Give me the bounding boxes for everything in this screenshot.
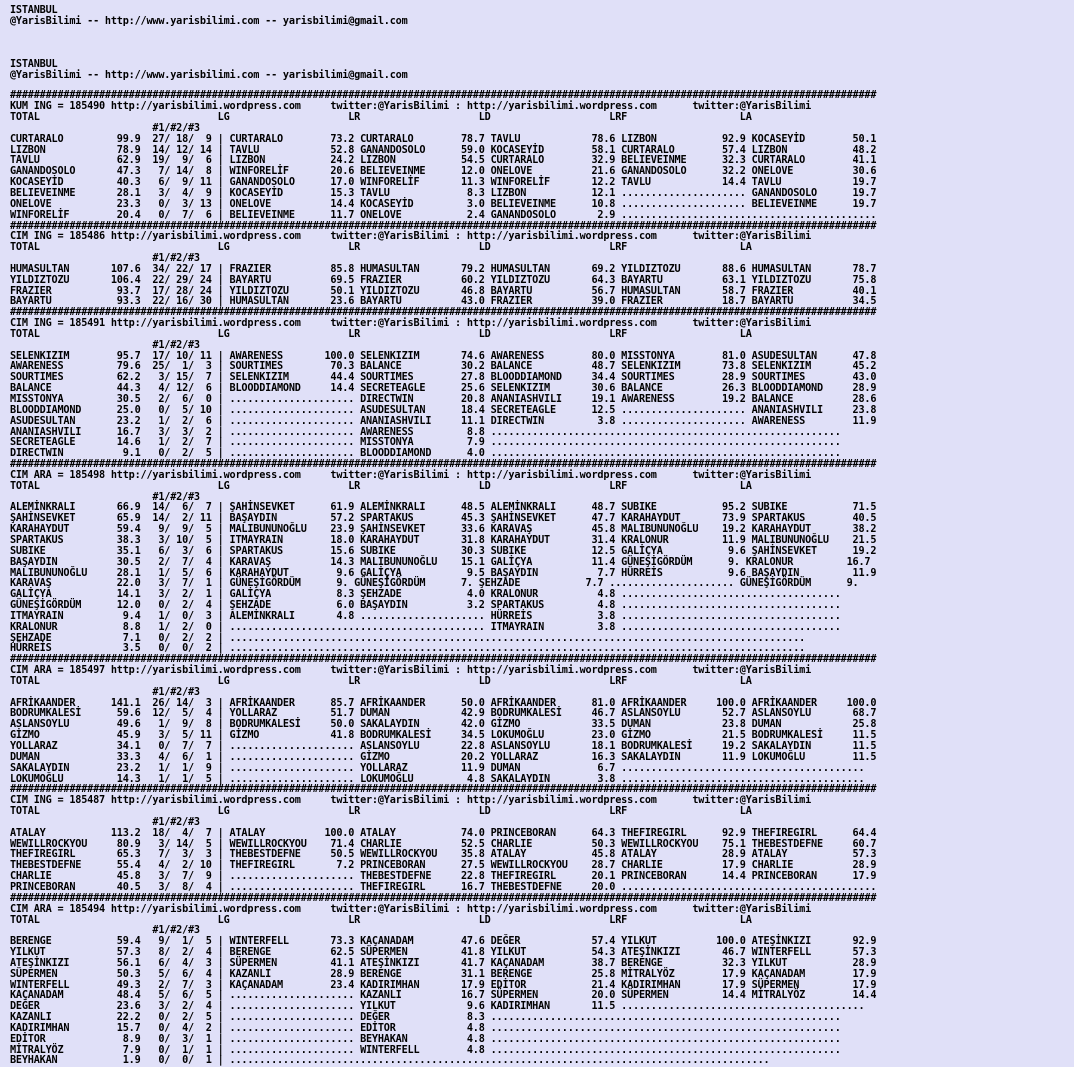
race-block-cim-ing-185487: ################################################################################################################################################## CIM ING = 185487 http://yarisbilimi.wordpress.com twitter:@YarisBilimi : http://yarisbilimi.wordpress.com twitter:@YarisBilimi TOTAL LG LR LD LRF LA #1/#2/#3 ATALAY 113.2 18/ 4/ 7 | ATALAY 100.0 ATALAY 74.0 PRINCEBORAN 64.3 THEFIREGIRL 92.9 THEFIREGIRL 64.4 WEWILLROCKYOU 80.9 3/ 14/ 5 | WEWILLROCKYOU 71.4 CHARLIE 52.5 CHARLIE 50.3 WEWILLROCKYOU 75.1 THEBESTDEFNE 60.7 THEFIREGIRL 65.3 7/ 3/ 3 | THEBESTDEFNE 50.5 WEWILLROCKYOU 35.8 ATALAY 45.8 ATALAY 28.9 ATALAY 57.3 THEBESTDEFNE 55.4 4/ 2/ 10 | THEFIREGIRL 7.2 PRINCEBORAN 27.5 WEWILLROCKYOU 28.7 CHARLIE 17.9 CHARLIE 28.9 CHARLIE 45.8 3/ 7/ 9 | ..................... THEBESTDEFNE 22.8 THEFIREGIRL 20.1 PRINCEBORAN 14.4 PRINCEBORAN 17.9 PRINCEBORAN 40.5 3/ 8/ 4 | ..................... THEFIREGIRL 16.7 THEBESTDEFNE 20.0 ........................................... (10, 784, 877, 893)
race-block-cim-ara-185498: ################################################################################################################################################## CIM ARA = 185498 http://yarisbilimi.wordpress.com twitter:@YarisBilimi : http://yarisbilimi.wordpress.com twitter:@YarisBilimi TOTAL LG LR LD LRF LA #1/#2/#3 ALEMİNKRALI 66.9 14/ 6/ 7 | ŞAHİNSEVKET 61.9 ALEMİNKRALI 48.5 ALEMİNKRALI 48.7 SUBIKE 95.2 SUBIKE 71.5 ŞAHİNSEVKET 65.9 14/ 2/ 11 | BAŞAYDIN 57.2 SPARTAKUS 45.3 ŞAHİNSEVKET 47.7 KARAHAYDUT 73.9 SPARTAKUS 40.5 KARAHAYDUT 59.4 9/ 9/ 5 | MALIBUNUNOĞLU 23.9 ŞAHİNSEVKET 33.6 KARAVAŞ 45.8 MALIBUNUNOĞLU 19.2 KARAHAYDUT 38.2 SPARTAKUS 38.3 3/ 10/ 5 | ITMAYRAIN 18.0 KARAHAYDUT 31.8 KARAHAYDUT 31.4 KRALONUR 11.9 MALIBUNUNOĞLU 21.5 SUBIKE 35.1 6/ 3/ 6 | SPARTAKUS 15.6 SUBIKE 30.3 SUBIKE 12.5 GALİÇYA 9.6 ŞAHİNSEVKET 19.2 BAŞAYDIN 30.5 2/ 7/ 4 | KARAVAŞ 14.3 MALIBUNUNOĞLU 15.1 GALİÇYA 11.4 GÜNEŞİGÖRDÜM 9. KRALONUR 16.7 MALIBUNUNOĞLU 28.1 1/ 5/ 6 | KARAHAYDUT 9.6 GALİÇYA 9.5 BAŞAYDIN 7.7 HÜRREİS 9.6 BAŞAYDIN 11.9 KARAVAŞ 22.0 3/ 7/ 1 | GÜNEŞİGÖRDÜM 9. GÜNEŞİGÖRDÜM 7. ŞEHZADE 7.7 ..................... GÜNEŞİGÖRDÜM 9. GALİÇYA 14.1 3/ 2/ 1 | GALİÇYA 8.3 ŞEHZADE 4.0 KRALONUR 4.8 ..................................... GÜNEŞİGÖRDÜM 12.0 0/ 2/ 4 | ŞEHZADE 6.0 BAŞAYDIN 3.2 SPARTAKUS 4.8 ..................................... ITMAYRAIN 9.4 1/ 0/ 3 | ALEMİNKRALI 4.8 ..................... HÜRREİS 3.8 ..................................... KRALONUR 8.8 1/ 2/ 0 | ........................................... ITMAYRAIN 3.8 ..................................... ŞEHZADE 7.1 0/ 2/ 2 | ................................................................................................. HÜRREİS 3.5 0/ 0/ 2 | ................................................................................................. (10, 459, 877, 655)
header-credit-2: @YarisBilimi -- http://www.yarisbilimi.com -- yarisbilimi@gmail.com (10, 69, 408, 81)
header-title-1: ISTANBUL (10, 5, 58, 16)
header-title-2: ISTANBUL (10, 58, 58, 70)
spacer (10, 28, 1074, 60)
race-block-cim-ing-185491: ################################################################################################################################################## CIM ING = 185491 http://yarisbilimi.wordpress.com twitter:@YarisBilimi : http://yarisbilimi.wordpress.com twitter:@YarisBilimi TOTAL LG LR LD LRF LA #1/#2/#3 SELENKIZIM 95.7 17/ 10/ 11 | AWARENESS 100.0 SELENKIZIM 74.6 AWARENESS 80.0 MISSTONYA 81.0 ASUDESULTAN 47.8 AWARENESS 79.6 25/ 1/ 3 | SOURTIMES 70.3 BALANCE 30.2 BALANCE 48.7 SELENKIZIM 73.8 SELENKIZIM 45.2 SOURTIMES 62.2 3/ 15/ 7 | SELENKIZIM 44.4 SOURTIMES 27.8 BLOODDIAMOND 34.4 SOURTIMES 28.9 SOURTIMES 43.0 BALANCE 44.3 4/ 12/ 6 | BLOODDIAMOND 14.4 SECRETEAGLE 25.6 SELENKIZIM 30.6 BALANCE 26.3 BLOODDIAMOND 28.9 MISSTONYA 30.5 2/ 6/ 0 | ..................... DIRECTWIN 20.8 ANANIASHVILI 19.1 AWARENESS 19.2 BALANCE 28.6 BLOODDIAMOND 25.0 0/ 5/ 10 | ..................... ASUDESULTAN 18.4 SECRETEAGLE 12.5 ..................... ANANIASHVILI 23.8 ASUDESULTAN 23.2 1/ 2/ 6 | ..................... ANANIASHVILI 11.1 DIRECTWIN 3.8 ..................... AWARENESS 11.9 ANANIASHVILI 16.7 3/ 3/ 2 | ..................... AWARENESS 8.8 ........................................................... SECRETEAGLE 14.6 1/ 2/ 7 | ..................... MISSTONYA 7.9 ........................................................... DIRECTWIN 9.1 0/ 2/ 5 | ..................... BLOODDIAMOND 4.0 ........................................................... (10, 307, 877, 460)
race-block-cim-ara-185497: ################################################################################################################################################## CIM ARA = 185497 http://yarisbilimi.wordpress.com twitter:@YarisBilimi : http://yarisbilimi.wordpress.com twitter:@YarisBilimi TOTAL LG LR LD LRF LA #1/#2/#3 AFRİKAANDER 141.1 26/ 14/ 3 | AFRİKAANDER 85.7 AFRİKAANDER 50.0 AFRİKAANDER 81.0 AFRİKAANDER 100.0 AFRİKAANDER 100.0 BODRUMKALESİ 59.6 12/ 5/ 4 | YOLLARAZ 51.7 DUMAN 42.9 BODRUMKALESİ 46.7 ASLANSOYLU 52.7 ASLANSOYLU 68.7 ASLANSOYLU 49.6 1/ 9/ 8 | BODRUMKALESİ 50.0 SAKALAYDIN 42.0 GİZMO 33.5 DUMAN 23.8 DUMAN 25.8 GİZMO 45.9 3/ 5/ 11 | GİZMO 41.8 BODRUMKALESİ 34.5 LOKUMOĞLU 23.0 GİZMO 21.5 BODRUMKALESİ 11.5 YOLLARAZ 34.1 0/ 7/ 7 | ..................... ASLANSOYLU 22.8 ASLANSOYLU 18.1 BODRUMKALESİ 19.2 SAKALAYDIN 11.5 DUMAN 33.3 4/ 6/ 1 | ..................... GİZMO 20.2 YOLLARAZ 16.3 SAKALAYDIN 11.9 LOKUMOĞLU 11.5 SAKALAYDIN 23.2 1/ 1/ 9 | ..................... YOLLARAZ 11.9 DUMAN 6.7 ......................................... LOKUMOĞLU 14.3 1/ 1/ 5 | ..................... LOKUMOĞLU 4.8 SAKALAYDIN 3.8 ......................................... (10, 654, 877, 785)
race-block-cim-ara-185494: ################################################################################################################################################## CIM ARA = 185494 http://yarisbilimi.wordpress.com twitter:@YarisBilimi : http://yarisbilimi.wordpress.com twitter:@YarisBilimi TOTAL LG LR LD LRF LA #1/#2/#3 BERENGE 59.4 9/ 1/ 5 | WINTERFELL 73.3 KAÇANADAM 47.6 DEĞER 57.4 YILKUT 100.0 ATEŞİNKIZI 92.9 YILKUT 57.3 8/ 2/ 4 | BERENGE 62.5 SÜPERMEN 41.8 YILKUT 54.3 ATEŞİNKIZI 46.7 WINTERFELL 57.3 ATEŞİNKIZI 56.1 6/ 4/ 3 | SÜPERMEN 41.1 ATEŞİNKIZI 41.7 KAÇANADAM 38.7 BERENGE 32.3 YILKUT 28.9 SÜPERMEN 50.3 5/ 6/ 4 | KAZANLI 28.9 BERENGE 31.1 BERENGE 25.8 MİTRALYÖZ 17.9 KAÇANADAM 17.9 WINTERFELL 49.3 2/ 7/ 3 | KAÇANADAM 23.4 KADIRIMHAN 17.9 EDİTOR 21.4 KADIRIMHAN 17.9 SÜPERMEN 17.9 KAÇANADAM 48.4 5/ 6/ 5 | ..................... KAZANLI 16.7 SÜPERMEN 20.0 SÜPERMEN 14.4 MİTRALYÖZ 14.4 DEĞER 23.6 3/ 2/ 4 | ..................... YILKUT 9.6 KADIRIMHAN 11.5 ......................................... KAZANLI 22.2 0/ 2/ 5 | ..................... DEĞER 8.3 ........................................................... KADIRIMHAN 15.7 0/ 4/ 2 | ..................... EDİTOR 4.8 ........................................................... EDİTOR 8.9 0/ 3/ 1 | ..................... BEYHAKAN 4.8 ........................................................... MİTRALYÖZ 7.9 0/ 1/ 1 | ..................... WINTERFELL 4.8 ........................................................... BEYHAKAN 1.9 0/ 0/ 1 | ........................................................................................... (10, 892, 877, 1067)
race-block-cim-ing-185486: ################################################################################################################################################## CIM ING = 185486 http://yarisbilimi.wordpress.com twitter:@YarisBilimi : http://yarisbilimi.wordpress.com twitter:@YarisBilimi TOTAL LG LR LD LRF LA #1/#2/#3 HUMASULTAN 107.6 34/ 22/ 17 | FRAZIER 85.8 HUMASULTAN 79.2 HUMASULTAN 69.2 YILDIZTOZU 88.6 HUMASULTAN 78.7 YILDIZTOZU 106.4 22/ 29/ 24 | BAYARTU 69.5 FRAZIER 60.2 YILDIZTOZU 64.3 BAYARTU 63.1 YILDIZTOZU 75.8 FRAZIER 93.7 17/ 28/ 24 | YILDIZTOZU 50.1 YILDIZTOZU 46.8 BAYARTU 56.7 HUMASULTAN 58.7 FRAZIER 40.1 BAYARTU 93.3 22/ 16/ 30 | HUMASULTAN 23.6 BAYARTU 43.0 FRAZIER 39.0 FRAZIER 18.7 BAYARTU 34.5 (10, 220, 877, 308)
header-credit-1: @YarisBilimi -- http://www.yarisbilimi.com -- yarisbilimi@gmail.com (10, 15, 408, 27)
race-block-kum-ing-185490: ################################################################################################################################################## KUM ING = 185490 http://yarisbilimi.wordpress.com twitter:@YarisBilimi : http://yarisbilimi.wordpress.com twitter:@YarisBilimi TOTAL LG LR LD LRF LA #1/#2/#3 CURTARALO 99.9 27/ 18/ 9 | CURTARALO 73.2 CURTARALO 78.7 TAVLU 78.6 LIZBON 92.9 KOCASEYİD 50.1 LIZBON 78.9 14/ 12/ 14 | TAVLU 52.8 GANANDOSOLO 59.0 KOCASEYİD 58.1 CURTARALO 57.4 LIZBON 48.2 TAVLU 62.9 19/ 9/ 6 | LIZBON 24.2 LIZBON 54.5 CURTARALO 32.9 BELIEVEINME 32.3 CURTARALO 41.1 GANANDOSOLO 47.3 7/ 14/ 8 | WINFORELİF 20.6 BELIEVEINME 12.0 ONELOVE 21.6 GANANDOSOLO 32.2 ONELOVE 30.6 KOCASEYİD 40.3 6/ 9/ 11 | GANANDOSOLO 17.0 WINFORELİF 11.3 WINFORELİF 12.2 TAVLU 14.4 TAVLU 19.7 BELIEVEINME 28.1 3/ 4/ 9 | KOCASEYİD 15.3 TAVLU 8.3 LIZBON 12.1 ..................... GANANDOSOLO 19.7 ONELOVE 23.3 0/ 3/ 13 | ONELOVE 14.4 KOCASEYİD 3.0 BELIEVEINME 10.8 ..................... BELIEVEINME 19.7 WINFORELİF 20.4 0/ 7/ 6 | BELIEVEINME 11.7 ONELOVE 2.4 GANANDOSOLO 2.9 ........................................... (10, 90, 877, 221)
